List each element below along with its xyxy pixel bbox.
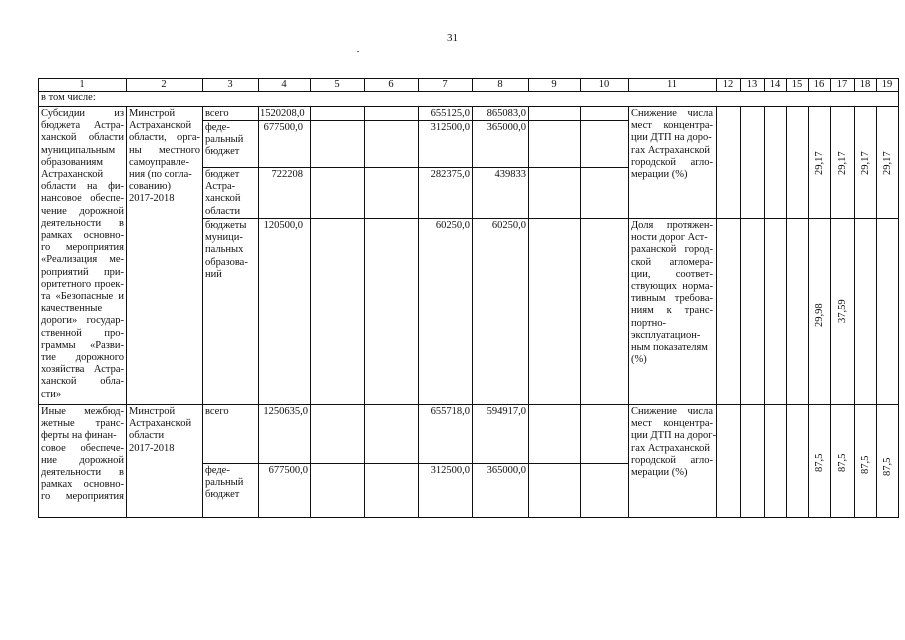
cell-word: дорожной xyxy=(79,205,124,217)
target-value-col16: 87,5 xyxy=(814,453,825,472)
program-name-line xyxy=(41,340,124,352)
header-col-16: 16 xyxy=(813,78,825,90)
cell-word: агло- xyxy=(690,156,713,168)
program-name-line xyxy=(41,242,124,254)
cell-word: ным показателям xyxy=(631,342,708,353)
cell-word: соответ- xyxy=(675,268,713,280)
table-rule xyxy=(38,106,898,107)
cell-word: ханской xyxy=(41,132,77,144)
cell-word: 2017-2018 xyxy=(129,193,175,205)
cell-word: ханской xyxy=(41,376,77,388)
cell-word: Астраханской xyxy=(129,418,192,430)
amount-2018: 439833 xyxy=(494,169,526,180)
cell-word: бюджета xyxy=(41,120,81,132)
indicator-text-line xyxy=(631,145,713,157)
cell-word: основно- xyxy=(83,230,124,241)
cell-word: Астра- xyxy=(93,120,124,132)
cell-word: к xyxy=(666,305,672,317)
cell-word: Снижение xyxy=(631,406,677,417)
cell-word: деятельности xyxy=(41,217,102,229)
program-name-line xyxy=(41,218,124,230)
table-rule xyxy=(716,106,717,517)
cell-word: Доля xyxy=(631,220,654,231)
indicator-text-line xyxy=(631,443,713,455)
table-rule xyxy=(740,106,741,517)
amount-2018: 365000,0 xyxy=(486,122,526,133)
cell-word: области, xyxy=(129,132,167,144)
cell-word: ферты на финан- xyxy=(41,430,117,442)
cell-word: городской xyxy=(631,156,676,168)
header-col-6: 6 xyxy=(388,78,394,90)
indicator-text-line xyxy=(631,293,713,305)
cell-word: агло- xyxy=(690,454,713,466)
cell-word: эксплуатацион- xyxy=(631,329,701,341)
executor-line xyxy=(129,418,200,430)
cell-word: проек- xyxy=(94,278,124,290)
amount-2018: 594917,0 xyxy=(486,406,526,417)
header-col-14: 14 xyxy=(769,78,781,90)
program-name-line xyxy=(41,328,124,340)
cell-word: оритетного xyxy=(41,278,92,290)
program-name-line xyxy=(41,120,124,132)
cell-word: Минстрой xyxy=(129,406,176,417)
cell-word: орга- xyxy=(177,132,200,144)
cell-word: дорожного xyxy=(75,352,124,363)
table-rule xyxy=(808,106,809,517)
cell-word: при- xyxy=(104,266,124,278)
indicator-text-line xyxy=(631,132,713,144)
cell-word: образованиям xyxy=(41,156,104,168)
indicator-text-line xyxy=(631,305,713,317)
cell-word: хозяйства xyxy=(41,364,85,376)
cell-word: концентра- xyxy=(663,418,713,430)
cell-word: «Реализация xyxy=(41,254,98,266)
cell-word: раханской xyxy=(631,244,677,256)
header-col-12: 12 xyxy=(722,78,734,90)
header-col-19: 19 xyxy=(881,78,893,90)
indicator-text-line xyxy=(631,169,713,181)
cell-word: гах Астраханской xyxy=(631,442,710,454)
cell-word: город- xyxy=(684,244,713,256)
table-rule xyxy=(202,463,628,464)
cell-word: ции, xyxy=(631,268,651,280)
cell-word: в xyxy=(119,217,124,229)
program-name-line xyxy=(41,455,124,467)
funding-source: Астра- xyxy=(205,181,236,193)
cell-word: ской xyxy=(631,256,652,268)
program-name-line xyxy=(41,108,124,120)
cell-word: требова- xyxy=(674,293,713,305)
target-value-col16: 29,17 xyxy=(814,151,825,175)
cell-word: Астра- xyxy=(93,364,124,376)
table-rule xyxy=(786,106,787,517)
cell-word: та xyxy=(41,291,51,302)
amount-2017: 282375,0 xyxy=(430,169,470,180)
amount-2018: 60250,0 xyxy=(491,220,526,231)
amount-2017: 655718,0 xyxy=(430,406,470,417)
program-name-line xyxy=(41,254,124,266)
cell-word: обеспе- xyxy=(90,193,124,205)
program-name-line xyxy=(41,376,124,388)
intro-row-label: в том числе: xyxy=(41,92,96,103)
cell-word: Астраханской xyxy=(41,169,104,180)
program-name-line xyxy=(41,279,124,291)
funding-source: бюджет xyxy=(205,169,240,180)
indicator-text-line xyxy=(631,455,713,467)
cell-word: жетные xyxy=(41,418,75,430)
executor-line xyxy=(129,181,200,193)
target-value-col17: 29,17 xyxy=(837,151,848,175)
table-rule xyxy=(898,78,899,518)
table-rule xyxy=(38,404,898,405)
header-col-7: 7 xyxy=(442,78,448,90)
cell-word: агломера- xyxy=(669,256,713,268)
cell-word: дорожной xyxy=(79,454,124,466)
cell-word: дороги» xyxy=(41,315,78,327)
header-col-1: 1 xyxy=(79,78,85,90)
cell-word: роприятий xyxy=(41,266,89,278)
cell-word: из xyxy=(114,108,124,119)
indicator-text-line xyxy=(631,330,713,342)
header-col-3: 3 xyxy=(227,78,233,90)
executor-line xyxy=(129,430,200,442)
cell-word: местного xyxy=(159,144,200,156)
program-name-line xyxy=(41,467,124,479)
target-value-col16: 29,98 xyxy=(814,303,825,327)
program-name-line xyxy=(41,193,124,205)
cell-word: ственной xyxy=(41,327,82,339)
cell-word: нансовое xyxy=(41,193,82,205)
target-value-col19: 29,17 xyxy=(882,151,893,175)
header-col-8: 8 xyxy=(497,78,503,90)
cell-word: ние xyxy=(41,454,57,466)
program-name-line xyxy=(41,157,124,169)
target-value-col18: 29,17 xyxy=(860,151,871,175)
funding-source: ральный xyxy=(205,477,244,489)
indicator-text-line xyxy=(631,406,713,418)
indicator-text-line xyxy=(631,318,713,330)
header-col-18: 18 xyxy=(859,78,871,90)
cell-word: области xyxy=(41,181,77,193)
cell-word: основно- xyxy=(83,479,124,491)
amount-total: 677500,0 xyxy=(268,465,308,476)
executor-line xyxy=(129,145,200,157)
executor-line xyxy=(129,443,200,455)
funding-source: всего xyxy=(205,406,229,417)
funding-source: бюджеты xyxy=(205,220,247,231)
cell-word: транс- xyxy=(95,418,124,430)
program-name-line xyxy=(41,491,124,503)
header-col-13: 13 xyxy=(746,78,758,90)
indicator-text-line xyxy=(631,281,713,293)
header-col-9: 9 xyxy=(551,78,557,90)
cell-word: ции ДТП на дорог- xyxy=(631,430,717,442)
cell-word: про- xyxy=(104,327,124,339)
header-col-15: 15 xyxy=(791,78,803,90)
cell-word: гах Астраханской xyxy=(631,144,710,156)
amount-2017: 312500,0 xyxy=(430,465,470,476)
program-name-line xyxy=(41,406,124,418)
program-name-line xyxy=(41,206,124,218)
cell-word: мероприятия xyxy=(65,242,124,254)
program-name-line xyxy=(41,132,124,144)
amount-total: 677500,0 xyxy=(263,122,303,133)
program-name-line xyxy=(41,479,124,491)
funding-source: ральный xyxy=(205,134,244,146)
cell-word: ции ДТП на доро- xyxy=(631,132,712,144)
page-number: 31 xyxy=(447,32,458,44)
indicator-text-line xyxy=(631,108,713,120)
cell-word: Субсидии xyxy=(41,108,86,119)
program-name-line xyxy=(41,364,124,376)
funding-source: феде- xyxy=(205,465,230,476)
table-rule xyxy=(854,106,855,517)
cell-word: норма- xyxy=(682,281,713,292)
program-name-line xyxy=(41,430,124,442)
scan-speck xyxy=(357,51,359,52)
target-value-col18: 87,5 xyxy=(860,455,871,474)
cell-word: мероприятия xyxy=(65,491,124,503)
cell-word: мерации (%) xyxy=(631,169,688,180)
program-name-line xyxy=(41,291,124,303)
header-col-5: 5 xyxy=(334,78,340,90)
cell-word: го xyxy=(41,242,51,254)
amount-2017: 312500,0 xyxy=(430,122,470,133)
table-rule xyxy=(202,167,628,168)
indicator-text-line xyxy=(631,269,713,281)
cell-word: рамках xyxy=(41,479,73,491)
executor-line xyxy=(129,120,200,132)
cell-word: совое xyxy=(41,442,66,454)
program-name-line xyxy=(41,230,124,242)
table-rule xyxy=(830,106,831,517)
cell-word: 2017-2018 xyxy=(129,442,175,454)
cell-word: тие xyxy=(41,352,56,363)
indicator-text-line xyxy=(631,418,713,430)
funding-source: бюджет xyxy=(205,489,240,501)
cell-word: ности дорог Аст- xyxy=(631,232,708,244)
table-rule xyxy=(202,218,628,219)
cell-word: протяжен- xyxy=(666,220,713,231)
indicator-text-line xyxy=(631,220,713,232)
program-name-line xyxy=(41,443,124,455)
cell-word: ствующих xyxy=(631,281,677,292)
header-col-2: 2 xyxy=(161,78,167,90)
cell-word: городской xyxy=(631,454,676,466)
target-value-col17: 37,59 xyxy=(837,299,848,323)
amount-2018: 865083,0 xyxy=(486,108,526,119)
amount-total: 120500,0 xyxy=(263,220,303,231)
cell-word: рамках xyxy=(41,230,73,241)
cell-word: качественные xyxy=(41,303,103,315)
funding-source: ний xyxy=(205,268,222,280)
cell-word: «Безопасные xyxy=(55,291,114,302)
program-name-line xyxy=(41,181,124,193)
executor-line xyxy=(129,406,200,418)
cell-word: ме- xyxy=(109,254,124,266)
cell-word: сти» xyxy=(41,388,62,400)
table-rule xyxy=(38,78,39,518)
cell-word: го xyxy=(41,491,51,503)
cell-word: «Разви- xyxy=(90,339,124,351)
cell-word: ны xyxy=(129,144,142,156)
cell-word: обеспече- xyxy=(80,442,124,454)
amount-total: 722208 xyxy=(271,169,303,180)
target-value-col17: 87,5 xyxy=(837,453,848,472)
program-name-line xyxy=(41,267,124,279)
indicator-text-line xyxy=(631,232,713,244)
table-rule xyxy=(628,106,629,517)
amount-2017: 60250,0 xyxy=(435,220,470,231)
executor-line xyxy=(129,157,200,169)
cell-word: (%) xyxy=(631,354,647,366)
funding-source: ханской xyxy=(205,193,241,205)
table-rule xyxy=(628,218,898,219)
funding-source: области xyxy=(205,205,241,217)
executor-line xyxy=(129,132,200,144)
cell-word: самоуправле- xyxy=(129,156,189,168)
cell-word: транс- xyxy=(684,305,713,317)
cell-word: государ- xyxy=(86,315,124,327)
cell-word: межбюд- xyxy=(84,406,124,417)
cell-word: области xyxy=(88,132,124,144)
cell-word: деятельности xyxy=(41,467,102,478)
cell-word: числа xyxy=(687,406,713,417)
indicator-text-line xyxy=(631,120,713,132)
program-name-line xyxy=(41,418,124,430)
funding-source: муници- xyxy=(205,232,243,244)
cell-word: ния (по согла- xyxy=(129,169,192,180)
cell-word: ниям xyxy=(631,305,654,317)
cell-word: чение xyxy=(41,205,67,217)
header-col-10: 10 xyxy=(598,78,610,90)
table-rule xyxy=(38,517,898,518)
indicator-text-line xyxy=(631,244,713,256)
cell-word: портно- xyxy=(631,317,666,329)
cell-word: области xyxy=(129,430,165,442)
table-rule xyxy=(764,106,765,517)
cell-word: муниципальным xyxy=(41,144,116,156)
cell-word: обла- xyxy=(100,376,124,388)
cell-word: фи- xyxy=(108,181,124,193)
target-value-col19: 87,5 xyxy=(882,457,893,476)
executor-line xyxy=(129,169,200,181)
funding-source: пальных xyxy=(205,244,244,256)
executor-line xyxy=(129,108,200,120)
amount-2018: 365000,0 xyxy=(486,465,526,476)
cell-word: мест xyxy=(631,418,652,430)
program-name-line xyxy=(41,389,124,401)
cell-word: Иные xyxy=(41,406,66,417)
program-name-line xyxy=(41,315,124,327)
amount-total: 1520208,0 xyxy=(260,108,305,119)
cell-word: Снижение xyxy=(631,108,677,119)
program-name-line xyxy=(41,303,124,315)
header-col-17: 17 xyxy=(836,78,848,90)
table-rule xyxy=(876,106,877,517)
cell-word: сованию) xyxy=(129,181,171,193)
cell-word: и xyxy=(118,291,124,302)
table-rule xyxy=(126,106,127,517)
funding-source: всего xyxy=(205,108,229,119)
cell-word: граммы xyxy=(41,339,76,351)
cell-word: в xyxy=(119,467,124,478)
cell-word: тивным xyxy=(631,293,666,305)
program-name-line xyxy=(41,145,124,157)
indicator-text-line xyxy=(631,354,713,366)
funding-source: бюджет xyxy=(205,146,240,158)
indicator-text-line xyxy=(631,467,713,479)
funding-source: образова- xyxy=(205,256,248,268)
indicator-text-line xyxy=(631,342,713,354)
cell-word: Астраханской xyxy=(129,120,192,132)
cell-word: числа xyxy=(687,108,713,119)
indicator-text-line xyxy=(631,157,713,169)
cell-word: мест xyxy=(631,120,652,132)
cell-word: концентра- xyxy=(663,120,713,132)
program-name-line xyxy=(41,352,124,364)
cell-word: Минстрой xyxy=(129,108,176,119)
header-col-4: 4 xyxy=(281,78,287,90)
cell-word: на xyxy=(86,181,98,193)
executor-line xyxy=(129,193,200,205)
header-col-11: 11 xyxy=(666,78,678,90)
amount-2017: 655125,0 xyxy=(430,108,470,119)
data-table xyxy=(38,78,898,517)
funding-source: феде- xyxy=(205,122,230,133)
cell-word: мерации (%) xyxy=(631,467,688,478)
amount-total: 1250635,0 xyxy=(263,406,308,417)
indicator-text-line xyxy=(631,257,713,269)
program-name-line xyxy=(41,169,124,181)
indicator-text-line xyxy=(631,430,717,442)
